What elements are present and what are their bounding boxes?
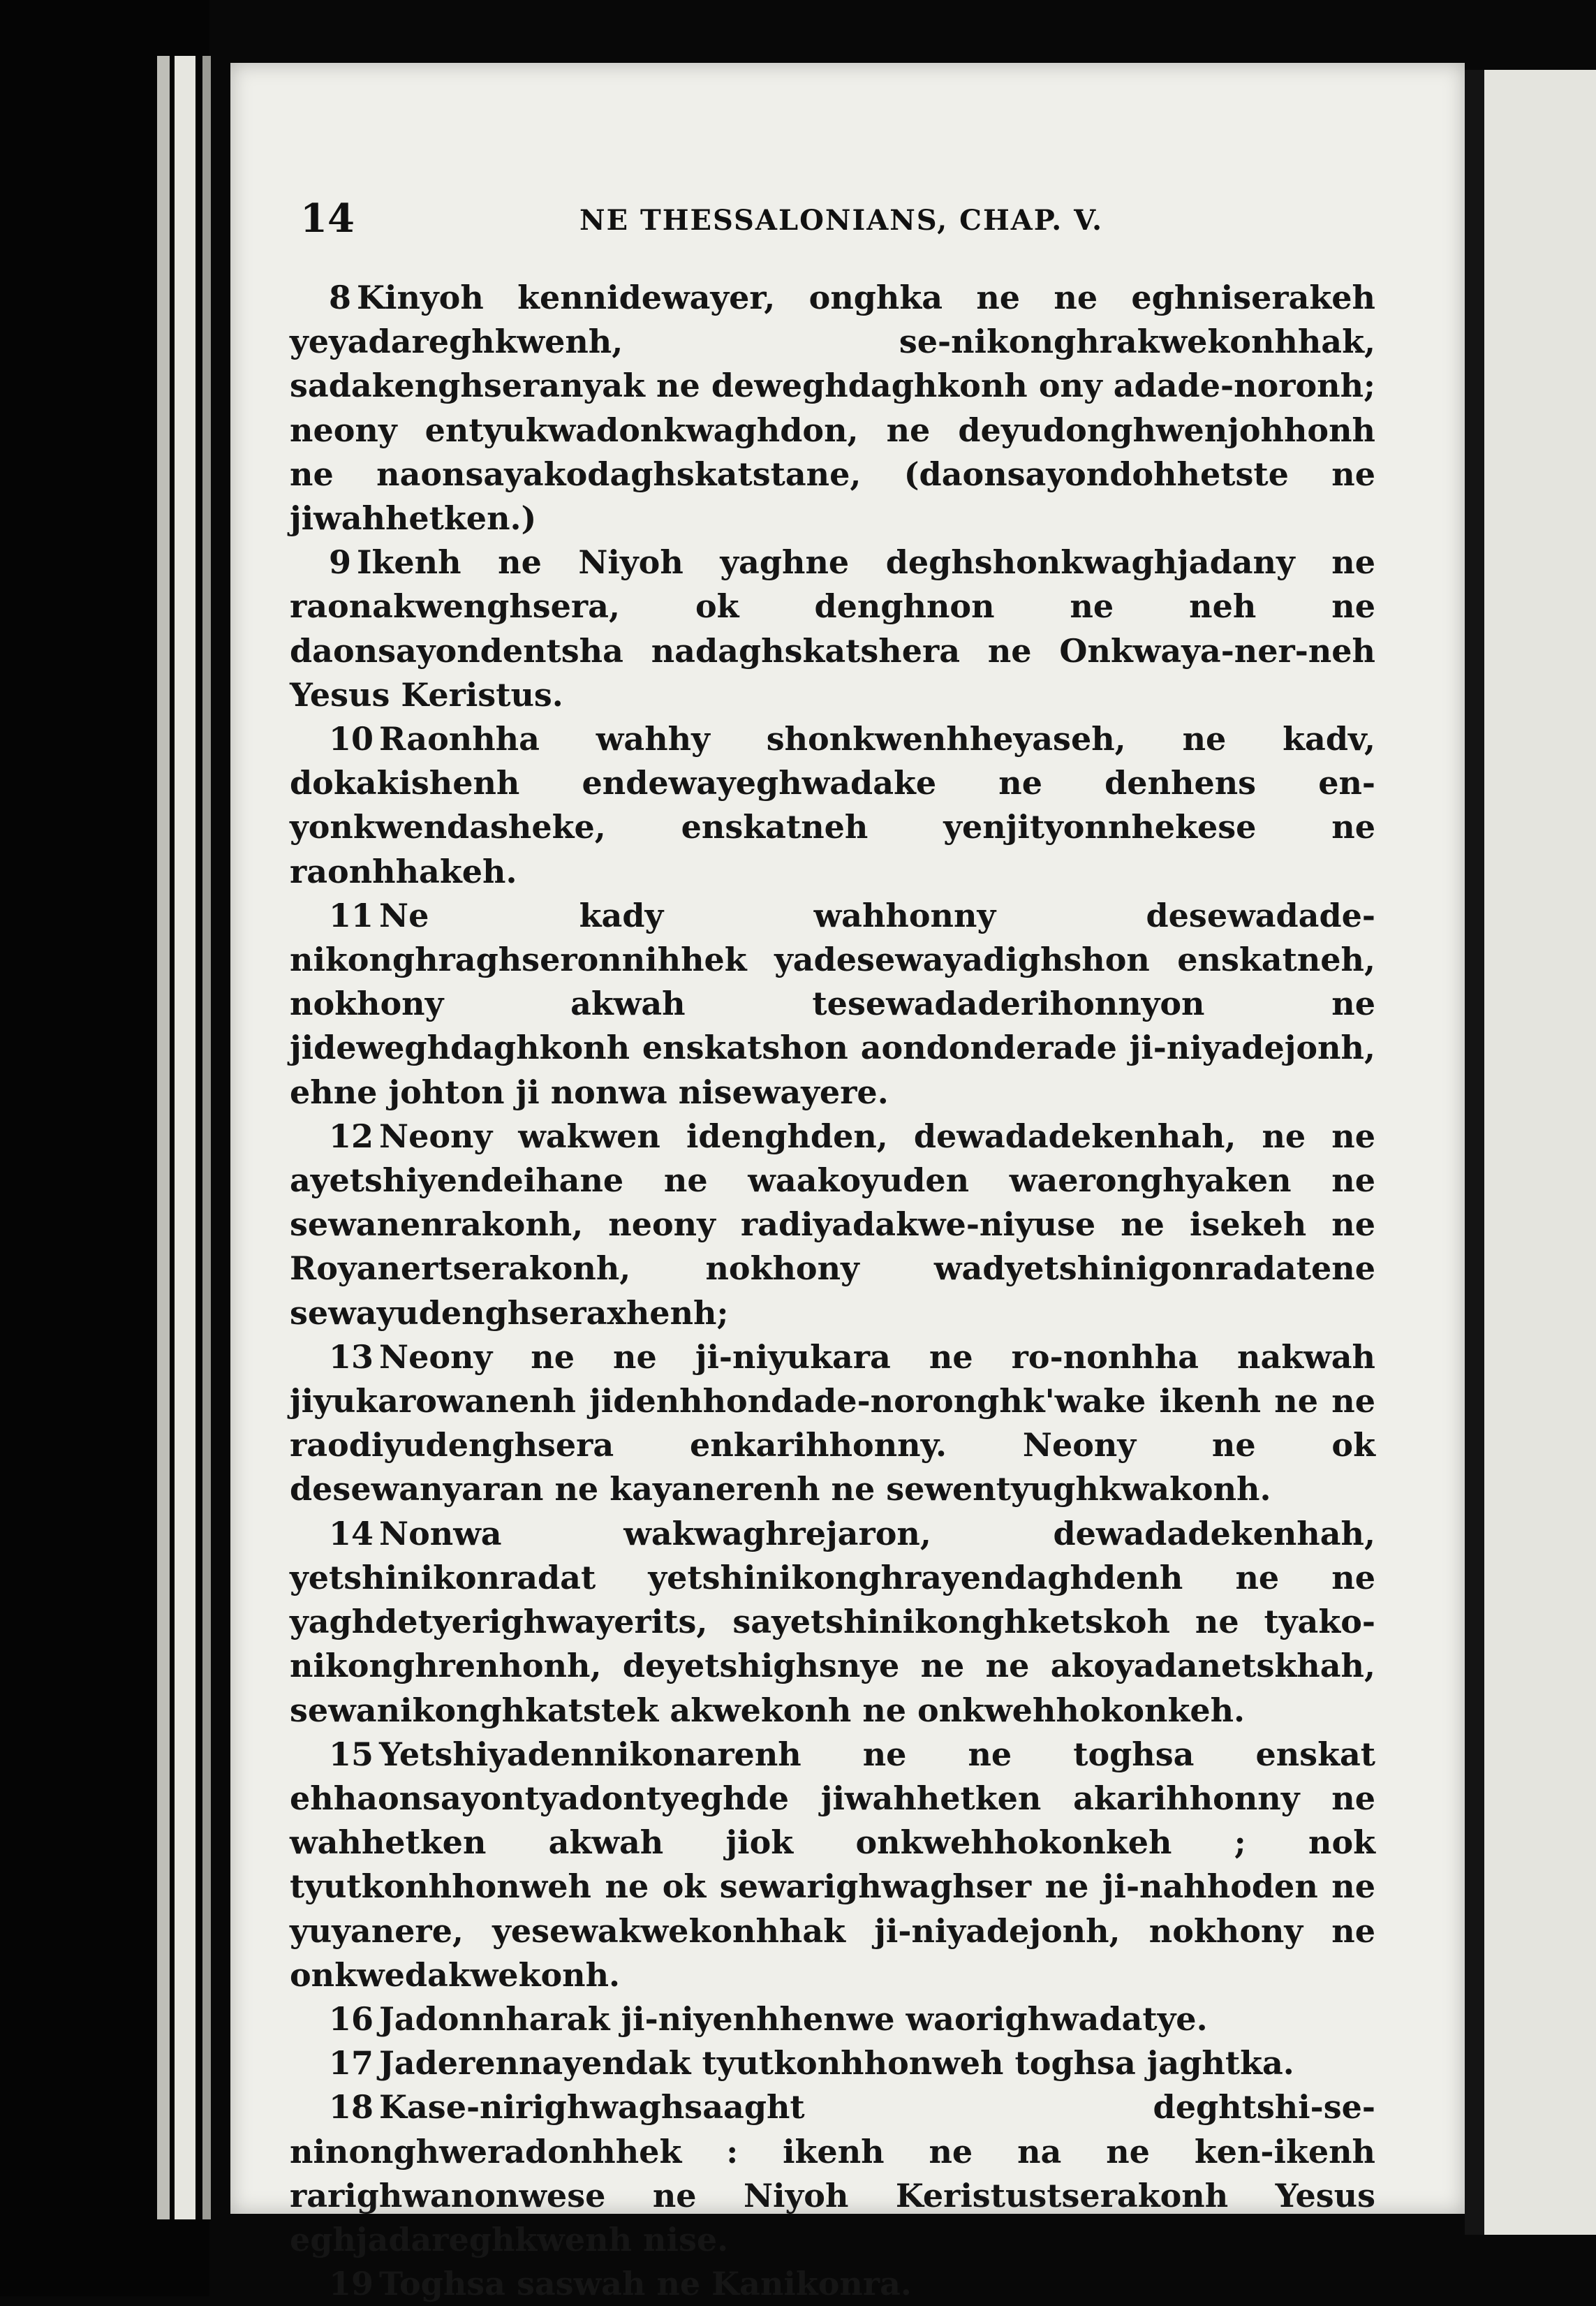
- facing-page-edge: [1465, 70, 1596, 2235]
- verse: [290, 1733, 1375, 1997]
- verse-text: Yetshiyadennikonarenh ne ne toghsa enskat ehhaonsayontyadontyeghde jiwahhetken akarihhonny ne wahhetken akwah jiok onkwehhokonkeh ; nok tyutkonhhonweh ne ok sewarighwaghser ne ji-nahhoden ne yuyanere, yesewakwekonhhak ji-niyadejonh, nokhony ne onkwedakwekonh.: [290, 1735, 1375, 1994]
- book-page: [230, 63, 1465, 2303]
- verse-number: 15: [329, 1735, 374, 1773]
- verse-text: Jaderennayendak tyutkonhhonweh toghsa jaghtka.: [379, 2044, 1294, 2083]
- verse-text: Nonwa wakwaghrejaron, dewadadekenhah, yetshinikonradat yetshinikonghrayendaghdenh ne ne yaghdetyerighwayerits, sayetshinikonghketskoh ne tyako-nikonghrenhonh, deyetshighsnye ne ne akoyadanetskhah, sewanikonghkatstek akwekonh ne onkwehhokonkeh.: [290, 1514, 1375, 1729]
- verse: [290, 276, 1375, 541]
- chapter-text: [290, 276, 1375, 2306]
- verse-text: Neony wakwen idenghden, dewadadekenhah, ne ne ayetshiyendeihane ne waakoyuden waeronghyaken ne sewanenrakonh, neony radiyadakwe-niyuse ne isekeh ne Royanertserakonh, nokhony wadyetshinigonradatene sewayudenghseraxhenh;: [290, 1117, 1375, 1332]
- verse-number: 13: [329, 1337, 374, 1376]
- verse-text: Ne kady wahhonny desewadade-nikonghraghseronnihhek yadesewayadighshon enskatneh, nokhony akwah tesewadaderihonnyon ne jideweghdaghkonh enskatshon aondonderade ji-niyadejonh, ehne johton ji nonwa nisewayere.: [290, 896, 1375, 1111]
- verse: [290, 2041, 1375, 2085]
- verse: [290, 1997, 1375, 2041]
- verse: [290, 541, 1375, 717]
- verse-number: 10: [329, 720, 374, 758]
- verse-number: 11: [329, 896, 374, 934]
- verse-number: 17: [329, 2044, 374, 2083]
- verse: [290, 2085, 1375, 2262]
- verse-number: 14: [329, 1514, 374, 1552]
- verse-number: 8: [329, 279, 352, 316]
- running-title: NE THESSALONIANS, CHAP. V.: [579, 204, 1104, 237]
- verse: [290, 1512, 1375, 1733]
- verse-text: Kase-nirighwaghsaaght deghtshi-se-ninonghweradonhhek : ikenh ne na ne ken-ikenh rarighwanonwese ne Niyoh Keristustserakonh Yesus eghjadareghkwenh nise.: [290, 2088, 1375, 2259]
- verse-text: Raonhha wahhy shonkwenhheyaseh, ne kadv, dokakishenh endewayeghwadake ne denhens en-yonkwendasheke, enskatneh yenjityonnhekese ne raonhhakeh.: [290, 720, 1375, 890]
- verse-number: 19: [329, 2265, 374, 2303]
- verse-text: Toghsa saswah ne Kanikonra.: [379, 2265, 912, 2303]
- verse-text: Jadonnharak ji-niyenhhenwe waorighwadatye.: [379, 1999, 1208, 2038]
- page-edge: [202, 56, 211, 2219]
- verse-text: Ikenh ne Niyoh yaghne deghshonkwaghjadany ne raonakwenghsera, ok denghnon ne neh ne daonsayondentsha nadaghskatshera ne Onkwaya-ner-neh Yesus Keristus.: [290, 543, 1375, 714]
- page-number: 14: [300, 196, 355, 242]
- verse-number: 18: [329, 2088, 374, 2127]
- verse: [290, 1335, 1375, 1512]
- verse-text: Kinyoh kennidewayer, onghka ne ne eghniserakeh yeyadareghkwenh, se-nikonghrakwekonhhak, sadakenghseranyak ne deweghdaghkonh ony adade-noronh; neony entyukwadonkwaghdon, ne deyudonghwenjohhonh ne naonsayakodaghskatstane, (daonsayondohhetste ne jiwahhetken.): [290, 279, 1375, 538]
- verse: [290, 1115, 1375, 1335]
- verse: [290, 2262, 1375, 2306]
- verse-number: 16: [329, 1999, 374, 2038]
- verse-text: Neony ne ne ji-niyukara ne ro-nonhha nakwah jiyukarowanenh jidenhhondade-noronghk'wake ikenh ne ne raodiyudenghsera enkarihhonny. Neony ne ok desewanyaran ne kayanerenh ne sewentyughkwakonh.: [290, 1337, 1375, 1508]
- page-header: [300, 196, 1333, 244]
- page-edge: [175, 56, 195, 2219]
- verse-number: 9: [329, 543, 352, 582]
- verse: [290, 717, 1375, 894]
- verse-number: 12: [329, 1117, 374, 1155]
- page-edge: [157, 56, 170, 2219]
- verse: [290, 894, 1375, 1115]
